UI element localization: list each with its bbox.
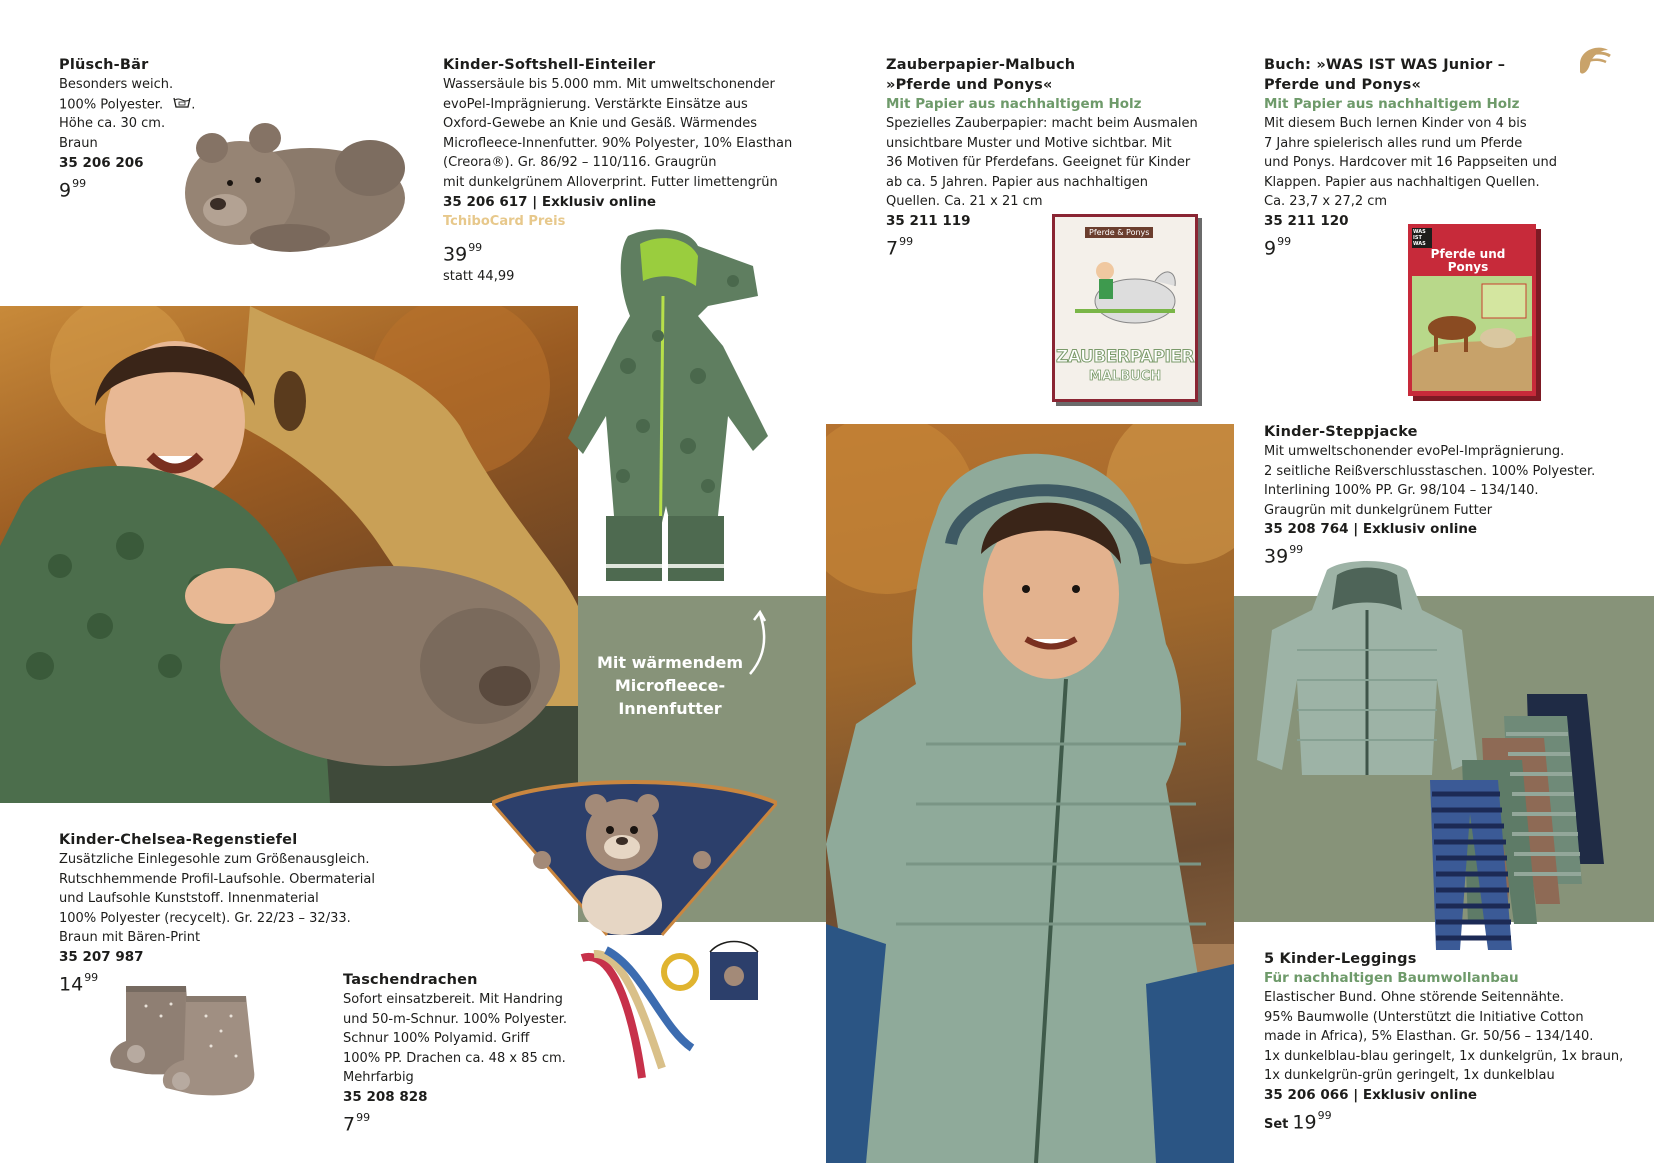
was-ist-was-book-cover [1408,224,1536,396]
product-title: Kinder-Softshell-Einteiler [443,57,656,73]
photo-child-in-jacket [826,424,1234,1163]
rain-boots-image [106,976,286,1106]
cover-subtitle: MALBUCH [1088,369,1162,384]
product-boots [59,830,389,997]
set-label: Set [1264,1117,1289,1133]
product-description: Spezielles Zauberpapier: macht beim Ausmalen unsichtbare Muster und Motive sichtbar. Mit 36 Motiven für Pferdefans. Geeignet für Kinder ab ca. 5 Jahren. Papier aus nachhaltigen Quellen. Ca. 21 x 21 cm [886,116,1198,210]
product-subtitle: Mit Papier aus nachhaltigem Holz [886,96,1142,112]
tchibocard-price-label: TchiboCard Preis [443,213,566,229]
product-description: Zusätzliche Einlegesohle zum Größenausgleich. Rutschhemmende Profil-Laufsohle. Obermaterial und Laufsohle Kunststoff. Innenmaterial 100% Polyester (recycelt). Gr. 22/23 – 32/33. Braun mit Bären-Print [59,852,375,946]
article-number: 35 211 120 [1264,212,1349,229]
article-number: 35 208 828 [343,1088,428,1105]
kite-tails-and-bag-image [572,938,762,1080]
cover-badge: WAS IST WAS [1412,228,1432,248]
article-number: 35 206 206 [59,154,144,171]
product-title: Kinder-Chelsea-Regenstiefel [59,832,298,848]
old-price: statt 44,99 [443,268,515,284]
product-kite [343,970,583,1137]
product-title: Kinder-Steppjacke [1264,424,1418,440]
price: $7^{99}$ [886,234,914,260]
product-leggings [1264,949,1654,1138]
product-jacket [1264,422,1644,570]
price: $39^{99}$ [443,240,483,265]
article-number: 35 207 987 [59,948,144,965]
product-description: Mit diesem Buch lernen Kinder von 4 bis 7 Jahre spielerisch alles rund um Pferde und Ponys. Hardcover mit 16 Pappseiten und Klappen. Papier aus nachhaltigen Quellen. Ca. 23,7 x 27,2 cm [1264,116,1558,210]
article-number: 35 206 066 | Exklusiv online [1264,1086,1478,1103]
article-number: 35 211 119 [886,212,971,229]
price: $39^{99}$ [1264,543,1304,568]
product-title: Plüsch-Bär [59,57,149,73]
leggings-image [1422,694,1622,954]
cover-title: Pferde und Ponys [1430,247,1506,274]
fleece-callout: Mit wärmendem Microfleece- Innenfutter [597,653,743,718]
article-number: 35 206 617 | Exklusiv online [443,193,657,210]
plush-bear-image [170,98,415,258]
kite-image [492,775,777,940]
price: $7^{99}$ [343,1110,371,1136]
product-title: Taschendrachen [343,972,478,988]
price: $14^{99}$ [59,970,99,996]
price: Set $19^{99}$ [1264,1108,1332,1134]
photo-girl-with-bear [0,306,578,803]
product-subtitle: Mit Papier aus nachhaltigem Holz [1264,96,1520,112]
product-title: Zauberpapier-Malbuch »Pferde und Ponys« [886,57,1076,93]
cover-top-label: Pferde & Ponys [1085,227,1153,238]
product-description: Elastischer Bund. Ohne störende Seitennähte. 95% Baumwolle (Unterstützt die Initiative Cotton made in Africa), 5% Elasthan. Gr. 50/56 – 134/140. 1x dunkelblau-blau geringelt, 1x dunkelgrün, 1x braun, 1x dunkelgrün-grün geringelt, 1x dunkelblau [1264,990,1624,1084]
product-description: Mit umweltschonender evoPel-Imprägnierung. 2 seitliche Reißverschlusstaschen. 100% Polyester. Interlining 100% PP. Gr. 98/104 – 134/140. Graugrün mit dunkelgrünem Futter [1264,444,1596,518]
product-description: Sofort einsatzbereit. Mit Handring und 50-m-Schnur. 100% Polyester. Schnur 100% Polyamid. Griff 100% PP. Drachen ca. 48 x 85 cm. Mehrfarbig [343,992,568,1086]
product-title: 5 Kinder-Leggings [1264,951,1417,967]
product-title: Buch: »WAS IST WAS Junior – Pferde und Ponys« [1264,57,1506,93]
product-description: Besonders weich. 100% Polyester. . Höhe ca. 30 cm. Braun [59,77,196,152]
product-subtitle: Für nachhaltigen Baumwollanbau [1264,970,1519,986]
softshell-suit-image [548,226,778,616]
product-description: Wassersäule bis 5.000 mm. Mit umweltschonender evoPel-Imprägnierung. Verstärkte Einsätze aus Oxford-Gewebe an Knie und Gesäß. Wärmendes Microfleece-Innenfutter. 90% Polyester, 10% Elasthan (Creora®). Gr. 86/92 – 110/116. Graugrün mit dunkelgrünem Alloverprint. Futter limettengrün [443,77,793,190]
article-number: 35 208 764 | Exklusiv online [1264,521,1478,538]
coloring-book-cover [1052,214,1198,402]
price: $9^{99}$ [59,176,87,201]
cover-title: ZAUBERPAPIER [1056,347,1194,367]
curved-arrow-icon [744,608,774,678]
price: $9^{99}$ [1264,234,1292,260]
